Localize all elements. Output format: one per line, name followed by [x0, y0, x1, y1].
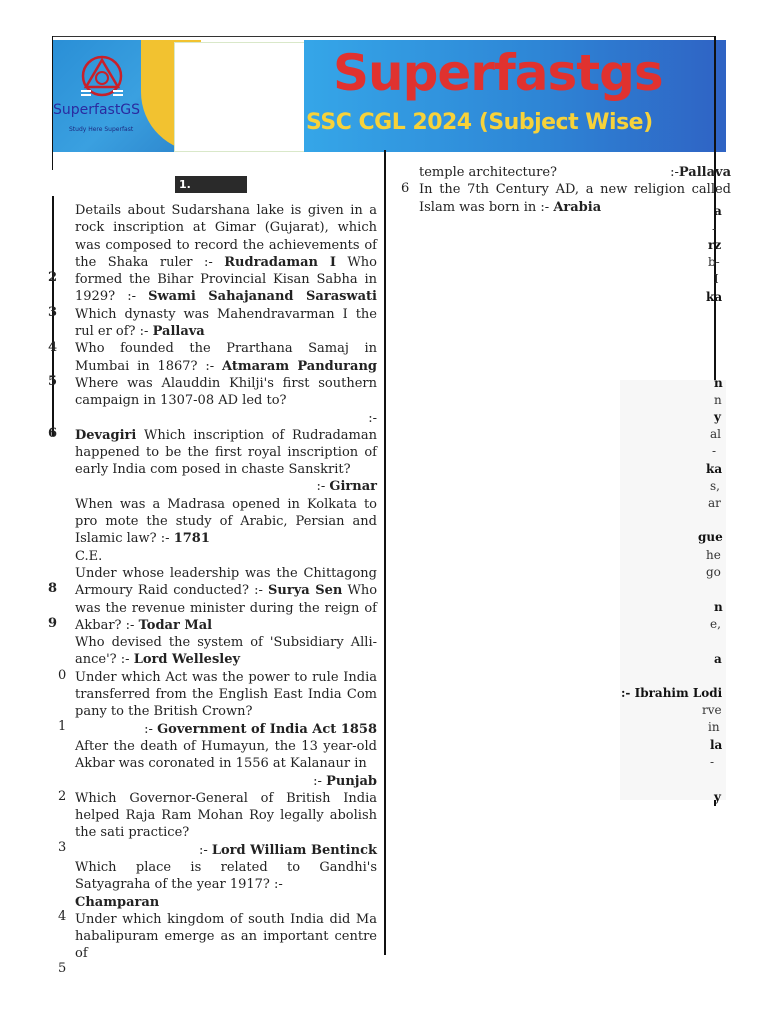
logo-name: SuperfastGS — [53, 102, 141, 118]
answer-separator: :- — [540, 199, 550, 215]
text-fragment: b- — [708, 255, 720, 269]
text-fragment: he — [706, 548, 721, 562]
question-number: 3 — [48, 305, 58, 320]
answer-line — [75, 478, 377, 495]
answer-separator: :- — [316, 479, 326, 495]
answer-line — [75, 773, 377, 790]
question-number: 2 — [48, 270, 58, 285]
question-text: temple architecture? — [419, 165, 557, 180]
question-number: 5 — [48, 374, 58, 389]
answer-text: Todar Mal — [138, 617, 213, 633]
header-banner — [53, 40, 726, 152]
question-item — [75, 202, 377, 340]
logo-tagline: Study Here Superfast — [69, 126, 134, 133]
answer-line — [419, 164, 731, 181]
question-number: 6 — [401, 181, 410, 196]
answer-text: Devagiri — [75, 427, 137, 443]
answer-separator: :- — [368, 410, 377, 426]
question-text: Which dynasty was Mahendravarman I the rul er of? — [75, 306, 377, 340]
answer-text: Atmaram Pandurang — [222, 358, 377, 374]
brand-subtitle: SSC CGL 2024 (Subject Wise) — [306, 110, 653, 135]
question-item — [75, 634, 377, 669]
answer-text: Lord Wellesley — [133, 652, 241, 668]
answer-text: Government of India Act 1858 — [157, 721, 377, 737]
question-list — [75, 202, 377, 963]
question-item — [75, 565, 377, 634]
question-number: 6 — [48, 426, 58, 441]
question-text: When was a Madrasa opened in Kolkata to pro mote the study of Arabic, Persian and Islamic law? — [75, 496, 377, 547]
text-fragment: ar — [708, 496, 721, 510]
answer-text: Pallava — [152, 324, 205, 340]
text-fragment: s, — [710, 479, 720, 493]
answer-text: Pallava — [678, 165, 731, 180]
text-fragment: in — [708, 720, 720, 734]
text-fragment: ka — [706, 290, 723, 304]
question-item — [75, 427, 377, 479]
answer-line — [75, 842, 377, 859]
answer-text: Lord William Bentinck — [211, 842, 377, 858]
answer-separator: :- — [120, 652, 130, 668]
text-fragment: n — [714, 600, 723, 614]
text-fragment: y — [714, 790, 721, 804]
text-fragment: al — [710, 427, 721, 441]
question-text: Under which kingdom of south India did Ma habalipuram emerge as an important centre of — [75, 911, 377, 962]
question-number: 9 — [48, 616, 58, 631]
answer-separator: :- — [205, 358, 215, 374]
question-text: Details about Sudarshana lake is given in a rock inscription at Gimar (Gujarat), which was composed to record the achievements of the Shaka ruler — [75, 203, 377, 270]
question-number: 3 — [58, 840, 67, 855]
text-fragment: go — [706, 565, 721, 579]
question-number: 4 — [48, 340, 58, 355]
answer-separator: :- — [198, 842, 208, 858]
right-column — [419, 164, 731, 216]
answer-text: Punjab — [326, 773, 377, 789]
text-fragment: n — [714, 393, 722, 407]
answer-separator: :- — [204, 254, 213, 270]
question-text: Who devised the system of 'Subsidiary Alli- ance'? — [75, 635, 377, 668]
section-number-tag: 1. — [175, 176, 247, 193]
question-text: Who formed the Bihar Provincial Kisan Sabha in 1929? — [75, 254, 377, 305]
answer-separator: :- — [144, 721, 153, 737]
answer-line — [75, 410, 377, 427]
text-fragment: a — [714, 652, 722, 666]
question-text: After the death of Humayun, the 13 year-old Akbar was coronated in 1556 at Kalanaur in — [75, 738, 377, 772]
question-item — [75, 738, 377, 773]
question-number: 2 — [58, 789, 67, 804]
text-fragment: n — [714, 376, 723, 390]
question-item — [75, 911, 377, 963]
question-text: Which inscription of Rudradaman happened to be the first royal inscription of early India com posed in chaste Sanskrit? — [75, 427, 377, 478]
text-fragment: y — [714, 410, 721, 424]
question-item — [75, 859, 377, 894]
text-fragment: I — [714, 272, 719, 286]
answer-separator: :- — [274, 877, 283, 893]
question-text: Under whose leadership was the Chittagong Armoury Raid conducted? — [75, 565, 377, 599]
question-item — [75, 340, 377, 409]
text-fragment: :- Ibrahim Lodi — [621, 686, 723, 700]
text-fragment: - — [710, 755, 715, 769]
frame-top-line — [52, 36, 716, 37]
text-fragment: - — [712, 444, 717, 458]
answer-separator: :- — [127, 289, 136, 305]
answer-separator: :- — [139, 324, 149, 340]
answer-line — [75, 721, 377, 738]
text-fragment: ka — [706, 462, 723, 476]
text-fragment: e, — [710, 617, 721, 631]
answer-separator: :- — [313, 773, 322, 789]
faded-overlay-area — [620, 380, 726, 800]
answer-separator: :- — [160, 531, 170, 547]
question-item — [419, 181, 731, 216]
banner-blank-area — [174, 42, 306, 152]
question-number: 0 — [58, 668, 67, 683]
answer-text: Champaran — [75, 894, 160, 910]
text-fragment: rz — [708, 238, 722, 252]
text-fragment: rve — [702, 703, 722, 717]
question-text: Which place is related to Gandhi's Satyagraha of the year 1917? — [75, 859, 377, 893]
question-number: 5 — [58, 961, 67, 976]
answer-text: Girnar — [329, 479, 377, 495]
question-item — [75, 496, 377, 548]
answer-text: Swami Sahajanand Saraswati — [148, 289, 377, 305]
question-number: 8 — [48, 581, 58, 596]
question-text: Who was the revenue minister during the reign of Akbar? — [75, 583, 378, 633]
question-text: In the 7th Century AD, a new religion called Islam was born in — [419, 182, 731, 215]
question-text: Under which Act was the power to rule India transferred from the English East India Com pany to the British Crown? — [75, 669, 377, 720]
column-divider — [384, 150, 386, 955]
text-fragment: - — [712, 222, 717, 236]
question-number: 1 — [58, 719, 67, 734]
answer-text: Rudradaman I — [224, 254, 336, 270]
answer-tail: C.E. — [75, 548, 103, 564]
question-item — [75, 669, 377, 721]
question-text: Where was Alauddin Khilji's first southern campaign in 1307-08 AD led to? — [75, 375, 377, 409]
logo-triangle-icon — [79, 54, 125, 98]
answer-text: Arabia — [553, 199, 602, 215]
answer-separator: :- — [670, 165, 679, 180]
text-fragment: a — [714, 204, 722, 218]
answer-text: Surya Sen — [268, 583, 343, 599]
text-fragment: la — [710, 738, 723, 752]
question-text: Which Governor-General of British India helped Raja Ram Mohan Roy legally abolish the sati practice? — [75, 790, 377, 841]
answer-text: 1781 — [173, 531, 210, 547]
frame-left-line-top — [52, 36, 53, 170]
answer-separator: :- — [254, 583, 263, 599]
brand-title: Superfastgs — [333, 44, 663, 102]
answer-separator: :- — [125, 617, 135, 633]
question-item — [75, 790, 377, 842]
text-fragment: gue — [698, 530, 723, 544]
question-number: 4 — [58, 909, 67, 924]
question-text: Who founded the Prarthana Samaj in Mumbai in 1867? — [75, 341, 377, 374]
